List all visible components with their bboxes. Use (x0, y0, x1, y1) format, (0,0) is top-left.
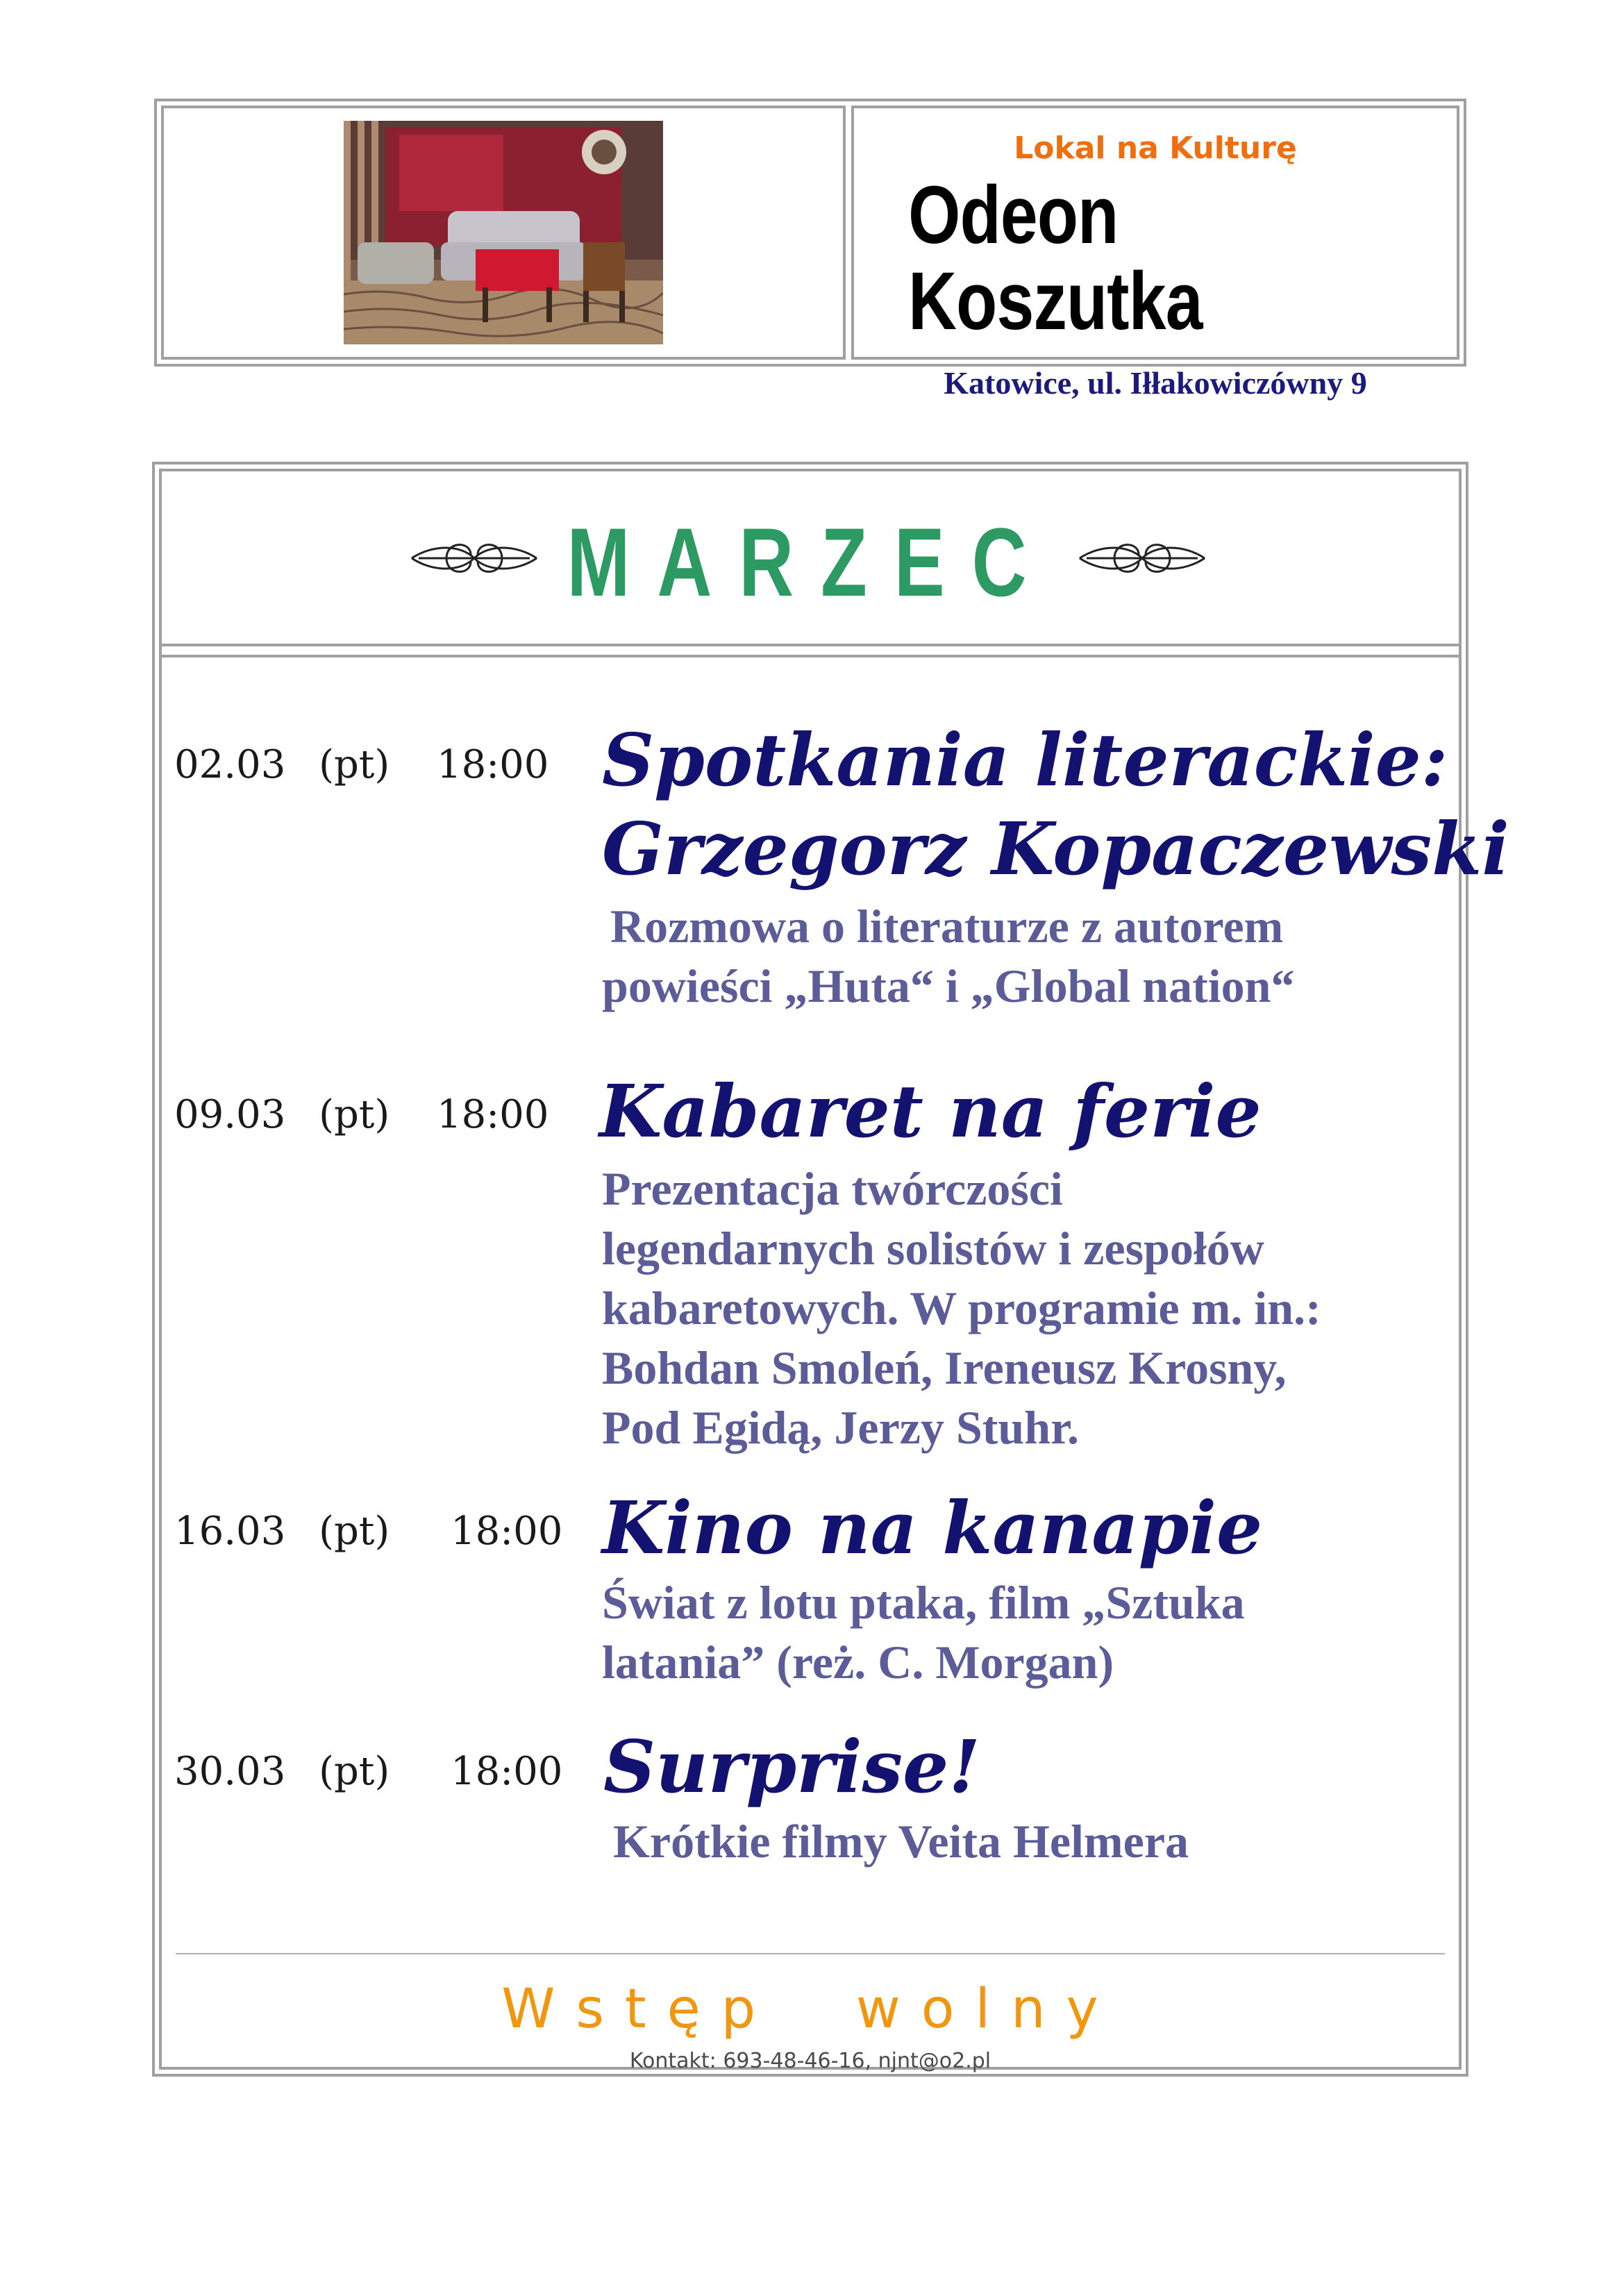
event-title-line: Kabaret na ferie (599, 1069, 1262, 1154)
event-desc-line: Krótkie filmy Veita Helmera (613, 1815, 1189, 1868)
event-desc-line: kabaretowych. W programie m. in.: (602, 1282, 1321, 1334)
ornament-right-icon (1073, 527, 1212, 589)
free-entry-note: Wstęp wolny (501, 1978, 1119, 2041)
event-time: 18:00 (451, 1749, 563, 1794)
month-title: MARZEC (567, 508, 1054, 617)
event-date: 09.03 (174, 1092, 286, 1137)
event-desc-line: powieści „Huta“ i „Global nation“ (602, 960, 1295, 1012)
event-day: (pt) (319, 1509, 390, 1554)
event-day: (pt) (319, 742, 390, 787)
event-desc-line: Bohdan Smoleń, Ireneusz Krosny, (602, 1341, 1287, 1394)
header-title-cell (851, 106, 1459, 401)
event-3-meta (174, 1509, 562, 1554)
event-title-line: Spotkania literackie: (602, 717, 1448, 803)
event-desc-line: Prezentacja twórczości (602, 1162, 1063, 1215)
event-desc-line: legendarnych solistów i zespołów (602, 1222, 1264, 1275)
month-header (162, 471, 1459, 646)
event-date: 02.03 (174, 742, 286, 787)
footer-divider (176, 1953, 1445, 1954)
venue-address: Katowice, ul. Iłłakowiczówny 9 (944, 364, 1367, 401)
program-inner (159, 469, 1509, 2073)
event-desc-line: Świat z lotu ptaka, film „Sztuka (602, 1576, 1245, 1629)
event-title-line: Surprise! (603, 1724, 980, 1809)
event-2-title (599, 1067, 1262, 1156)
event-3-title (602, 1484, 1262, 1573)
tagline: Lokal na Kulturę (1014, 131, 1297, 166)
event-title-line: Kino na kanapie (602, 1485, 1263, 1570)
event-date: 30.03 (174, 1749, 286, 1794)
event-1-title (602, 716, 1509, 894)
header-image-cell (161, 106, 846, 360)
contact-info: Kontakt: 693-48-46-16, njnt@o2.pl (629, 2049, 991, 2073)
venue-name: Odeon Koszutka (908, 169, 1203, 347)
event-3-description (602, 1573, 1245, 1692)
event-desc-line: Pod Egidą, Jerzy Stuhr. (602, 1401, 1080, 1454)
event-time: 18:00 (437, 742, 549, 787)
header-box (154, 99, 1466, 401)
event-time: 18:00 (437, 1092, 549, 1137)
event-date: 16.03 (174, 1509, 286, 1554)
event-day: (pt) (319, 1749, 390, 1794)
event-desc-line: latania” (reż. C. Morgan) (602, 1636, 1114, 1689)
event-4-meta (174, 1749, 562, 1794)
month-divider (162, 646, 1459, 657)
event-4-description (613, 1811, 1189, 1871)
event-1-description (602, 896, 1294, 1016)
event-day: (pt) (319, 1092, 390, 1137)
venue-interior-photo (344, 121, 663, 344)
event-2-meta (174, 1092, 549, 1137)
event-desc-line: Rozmowa o literaturze z autorem (610, 900, 1284, 953)
event-title-line: Grzegorz Kopaczewski (602, 806, 1509, 891)
event-time: 18:00 (451, 1509, 563, 1554)
event-4-title (603, 1723, 980, 1811)
event-2-description (602, 1159, 1321, 1457)
program-box (152, 462, 1509, 2077)
event-1-meta (174, 742, 549, 787)
